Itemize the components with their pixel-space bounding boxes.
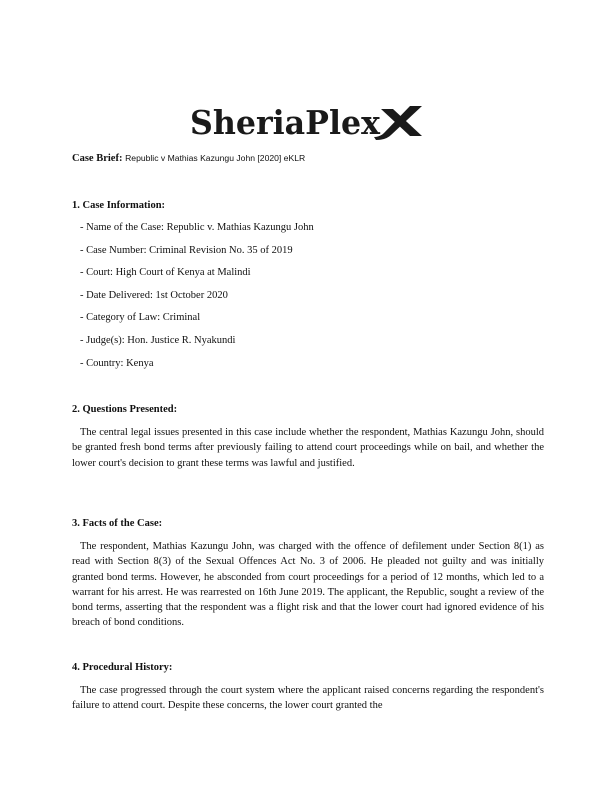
- facts-text: The respondent, Mathias Kazungu John, was charged with the offence of defilement under Section 8(1) as read with Section 8(3) of the Sexual Offences Act No. 3 of 2006. He pleaded not guilty and was initially granted bond terms. However, he absconded from court proceedings for a period of 12 months, which led to a warrant for his arrest. He was rearrested on 16th June 2019. The applicant, the Republic, sought a review of the bond terms, asserting that the respondent was a flight risk and that the lower court had ignored evidence of his breach of bond conditions.: [72, 541, 544, 629]
- logo-wordmark: SheriaPlex: [190, 103, 381, 142]
- logo-graphic: [186, 100, 426, 146]
- info-item-date-delivered: - Date Delivered: 1st October 2020: [80, 290, 228, 301]
- info-item-category: - Category of Law: Criminal: [80, 312, 201, 323]
- info-item-country: - Country: Kenya: [80, 358, 154, 369]
- questions-presented-text: The central legal issues presented in this case include whether the respondent, Mathias Kazungu John, should be granted fresh bond terms after previously failing to attend court proceedings while on bail, and whether the lower court's decision to grant these terms was lawful and justified.: [72, 427, 544, 469]
- case-brief-title: Republic v Mathias Kazungu John [2020] eKLR: [125, 153, 306, 163]
- sheriaplex-logo: [0, 100, 612, 146]
- info-item-court: - Court: High Court of Kenya at Malindi: [80, 267, 251, 278]
- questions-presented-heading: 2. Questions Presented:: [72, 404, 178, 415]
- procedural-history-heading: 4. Procedural History:: [72, 662, 173, 673]
- case-brief-label: Case Brief:: [72, 153, 123, 164]
- case-information-heading: 1. Case Information:: [72, 200, 166, 211]
- facts-heading: 3. Facts of the Case:: [72, 518, 163, 529]
- logo-x-mark: [374, 106, 422, 140]
- case-brief-line: [72, 152, 542, 165]
- info-item-judges: - Judge(s): Hon. Justice R. Nyakundi: [80, 335, 236, 346]
- info-item-case-number: - Case Number: Criminal Revision No. 35 of 2019: [80, 245, 293, 256]
- procedural-history-text: The case progressed through the court system where the applicant raised concerns regarding the respondent's failure to attend court. Despite these concerns, the lower court granted the: [72, 685, 544, 712]
- info-item-case-name: - Name of the Case: Republic v. Mathias Kazungu John: [80, 222, 314, 233]
